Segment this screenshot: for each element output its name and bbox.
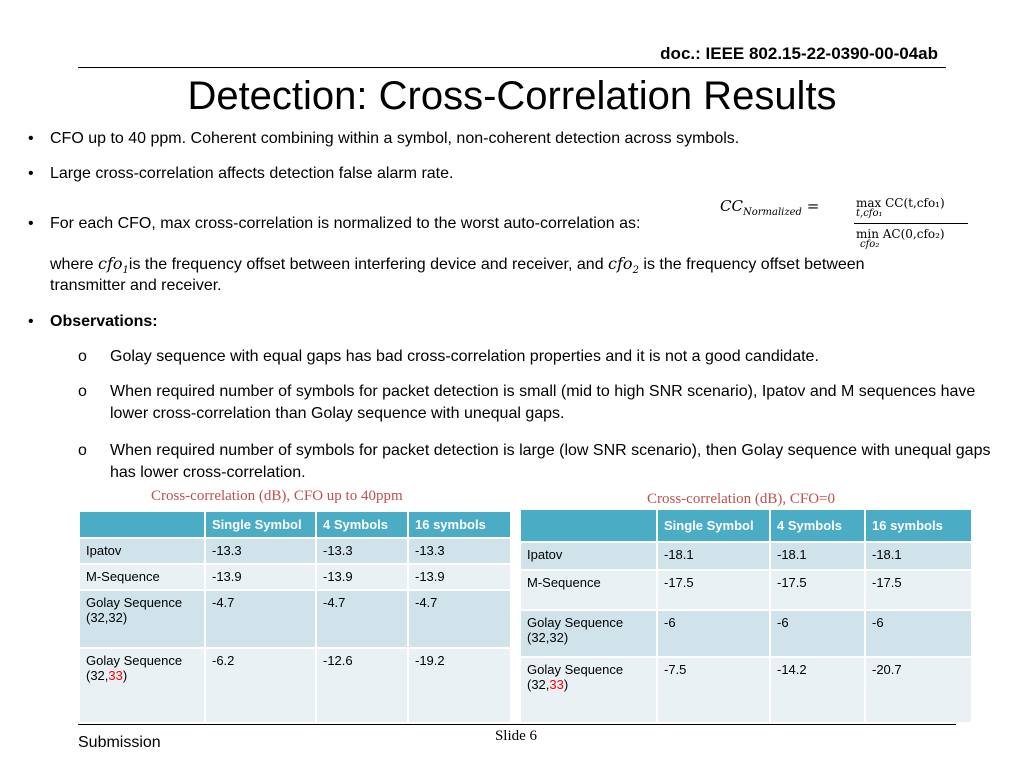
table-row bbox=[79, 590, 511, 648]
table-cell: -13.3 bbox=[205, 538, 316, 564]
table-cell: -17.5 bbox=[657, 570, 770, 610]
header-cell bbox=[520, 509, 657, 542]
header-cell: 4 Symbols bbox=[316, 511, 408, 538]
header-cell: 16 symbols bbox=[408, 511, 511, 538]
observation-item bbox=[78, 381, 1002, 425]
row-label: Golay Sequence (32,32) bbox=[520, 610, 657, 657]
bullet-icon: • bbox=[28, 130, 34, 147]
bullet-text: Large cross-correlation affects detection false alarm rate. bbox=[50, 165, 454, 182]
observations-heading: Observations: bbox=[50, 313, 158, 330]
observation-item bbox=[78, 346, 1002, 368]
observation-text: Golay sequence with equal gaps has bad cross-correlation properties and it is not a good candidate. bbox=[110, 348, 819, 365]
table-cell: -17.5 bbox=[865, 570, 972, 610]
table-cell: -20.7 bbox=[865, 657, 972, 723]
sub-bullet-icon: o bbox=[78, 442, 87, 459]
row-label: M-Sequence bbox=[79, 564, 205, 590]
row-label: Golay Sequence (32,33) bbox=[79, 648, 205, 723]
table-cell: -4.7 bbox=[316, 590, 408, 648]
highlight-value: 33 bbox=[108, 668, 123, 683]
table-cell: -7.5 bbox=[657, 657, 770, 723]
table-cell: -4.7 bbox=[205, 590, 316, 648]
table-cell: -19.2 bbox=[408, 648, 511, 723]
header-cell: 16 symbols bbox=[865, 509, 972, 542]
bullet-text: For each CFO, max cross-correlation is normalized to the worst auto-correlation as: bbox=[50, 215, 641, 232]
formula-denominator-subscript: cfo₂ bbox=[860, 239, 880, 250]
table-cell: -6 bbox=[657, 610, 770, 657]
table-row bbox=[520, 542, 972, 570]
table-cell: -17.5 bbox=[770, 570, 865, 610]
formula-equals: = bbox=[806, 197, 820, 215]
document-id: doc.: IEEE 802.15-22-0390-00-04ab bbox=[660, 44, 938, 63]
table-cell: -4.7 bbox=[408, 590, 511, 648]
formula-lhs: CC bbox=[720, 197, 743, 215]
table-cell: -14.2 bbox=[770, 657, 865, 723]
table-cell: -6 bbox=[770, 610, 865, 657]
fraction-bar bbox=[854, 223, 968, 224]
table-row bbox=[520, 610, 972, 657]
row-label: Golay Sequence (32,32) bbox=[79, 590, 205, 648]
bullet-icon: • bbox=[28, 313, 34, 330]
table-row bbox=[79, 648, 511, 723]
formula-numerator-subscript: t,cfo₁ bbox=[856, 208, 883, 219]
where-paragraph-line2: transmitter and receiver. bbox=[50, 277, 222, 294]
normalized-cc-formula bbox=[720, 197, 819, 218]
header-cell: Single Symbol bbox=[205, 511, 316, 538]
table-row bbox=[520, 657, 972, 723]
header-divider bbox=[78, 67, 946, 68]
where-label: where bbox=[50, 256, 94, 273]
footer-submission: Submission bbox=[78, 734, 161, 751]
table-cell: -13.9 bbox=[205, 564, 316, 590]
formula-lhs-subscript: Normalized bbox=[742, 207, 802, 218]
row-label: Ipatov bbox=[520, 542, 657, 570]
table-cell: -18.1 bbox=[657, 542, 770, 570]
row-label: M-Sequence bbox=[520, 570, 657, 610]
formula-numerator: max CC(t,cfo₁) bbox=[856, 196, 945, 210]
table2-caption: Cross-correlation (dB), CFO=0 bbox=[647, 491, 836, 507]
slide-title: Detection: Cross-Correlation Results bbox=[187, 74, 837, 118]
cfo1-symbol: cfo$_1$ bbox=[98, 254, 129, 277]
cfo2-symbol: cfo$_2$ bbox=[608, 254, 639, 277]
table-cell: -13.9 bbox=[408, 564, 511, 590]
table1-caption: Cross-correlation (dB), CFO up to 40ppm bbox=[151, 488, 403, 504]
table-row bbox=[79, 564, 511, 590]
cross-correlation-table-cfo40 bbox=[78, 510, 512, 724]
table-header-row bbox=[520, 509, 972, 542]
row-label: Ipatov bbox=[79, 538, 205, 564]
bullet-icon: • bbox=[28, 165, 34, 182]
table-cell: -13.9 bbox=[316, 564, 408, 590]
slide-number: Slide 6 bbox=[494, 728, 538, 744]
table-cell: -6 bbox=[865, 610, 972, 657]
bullet-text: CFO up to 40 ppm. Coherent combining within a symbol, non-coherent detection across symbols. bbox=[50, 130, 740, 147]
where-mid: is the frequency offset between interfering device and receiver, and bbox=[128, 256, 604, 273]
footer-divider bbox=[78, 724, 956, 725]
table-header-row bbox=[79, 511, 511, 538]
table-cell: -12.6 bbox=[316, 648, 408, 723]
table-cell: -18.1 bbox=[770, 542, 865, 570]
table-row bbox=[520, 570, 972, 610]
row-label: Golay Sequence (32,33) bbox=[520, 657, 657, 723]
sub-bullet-icon: o bbox=[78, 348, 87, 365]
formula-denominator: min AC(0,cfo₂) bbox=[856, 227, 945, 241]
table-cell: -18.1 bbox=[865, 542, 972, 570]
table-cell: -13.3 bbox=[316, 538, 408, 564]
bullet-icon: • bbox=[28, 215, 34, 232]
where-end: is the frequency offset between bbox=[643, 256, 865, 273]
sub-bullet-icon: o bbox=[78, 383, 87, 400]
header-cell: 4 Symbols bbox=[770, 509, 865, 542]
highlight-value: 33 bbox=[549, 677, 564, 692]
header-cell bbox=[79, 511, 205, 538]
observation-item bbox=[78, 440, 1002, 484]
observation-text: When required number of symbols for packet detection is large (low SNR scenario), then Golay sequence with unequal gaps has lower cross-correlation. bbox=[110, 442, 991, 481]
table-cell: -6.2 bbox=[205, 648, 316, 723]
table-cell: -13.3 bbox=[408, 538, 511, 564]
table-row bbox=[79, 538, 511, 564]
observation-text: When required number of symbols for packet detection is small (mid to high SNR scenario), Ipatov and M sequences have lower cross-correlation than Golay sequence with unequal gaps. bbox=[110, 383, 976, 422]
cross-correlation-table-cfo0 bbox=[519, 508, 973, 724]
header-cell: Single Symbol bbox=[657, 509, 770, 542]
